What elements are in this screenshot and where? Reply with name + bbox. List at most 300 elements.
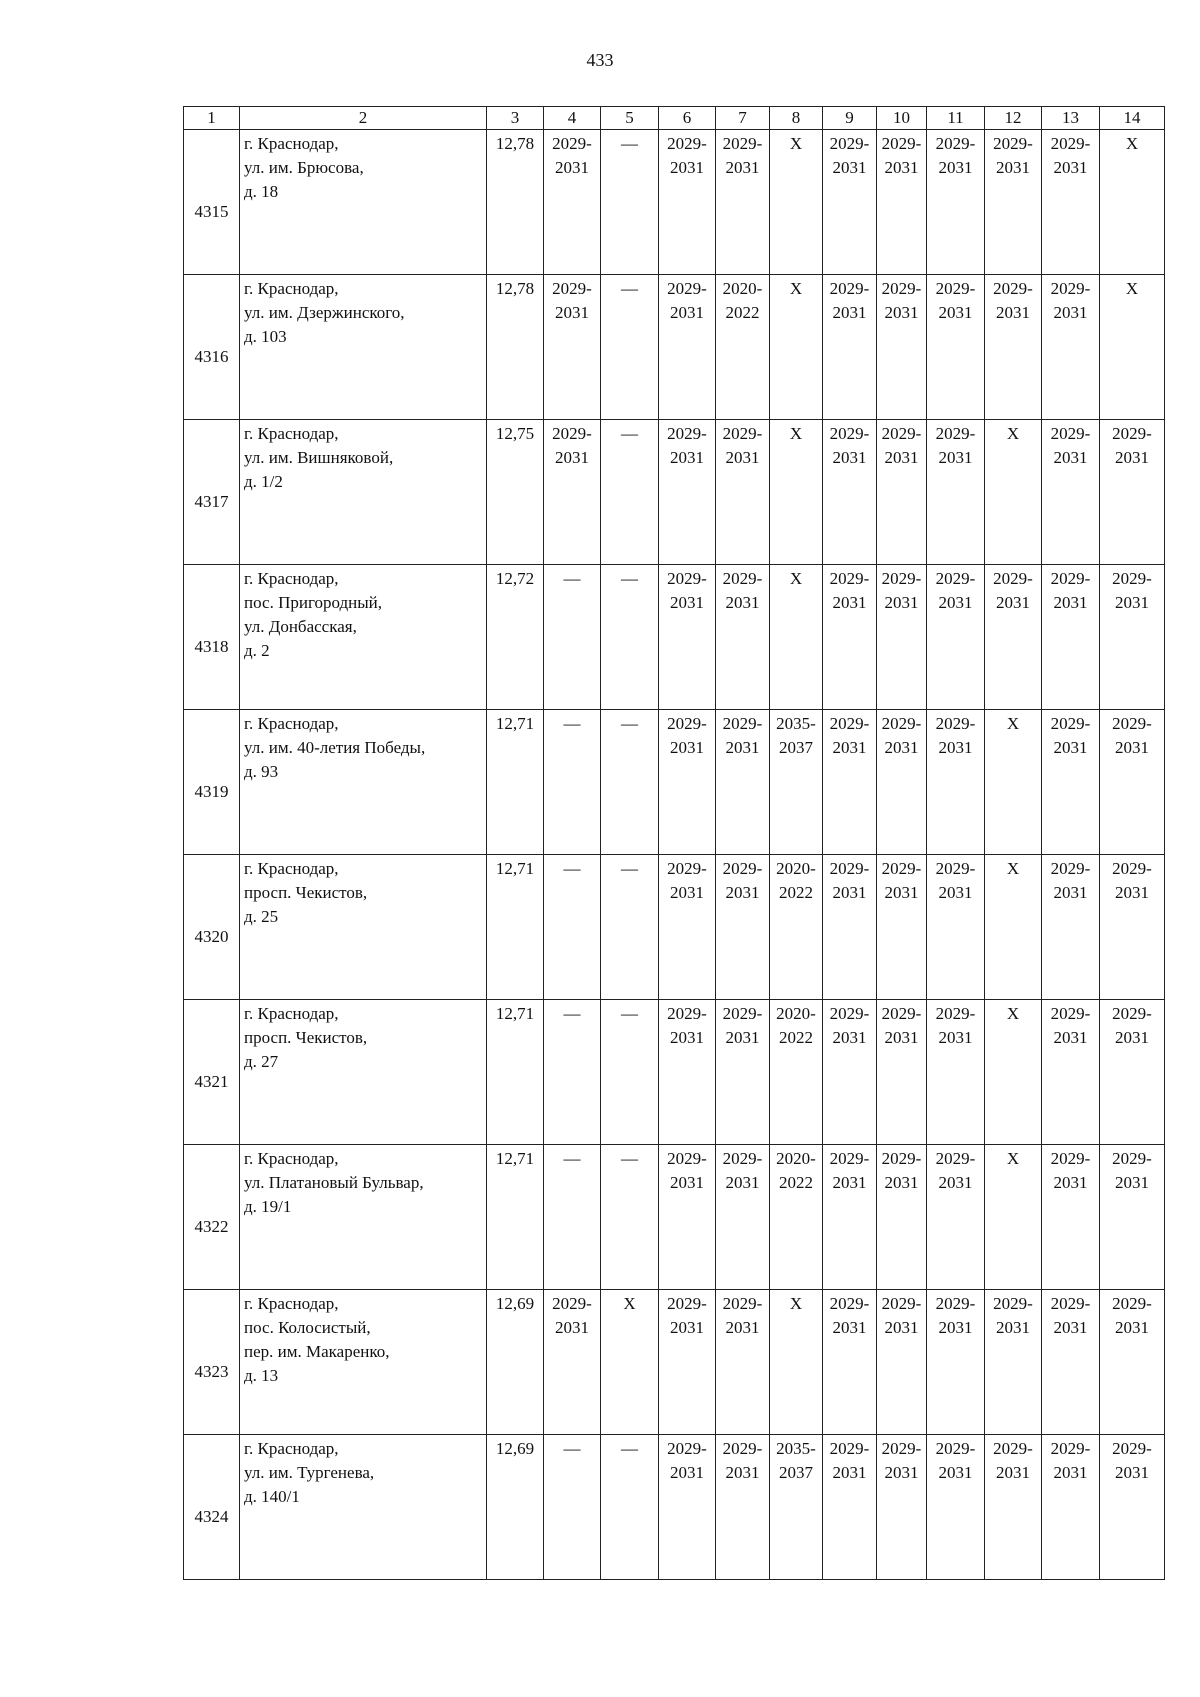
address-line: г. Краснодар,: [244, 424, 339, 443]
value-line: 2029-: [935, 424, 976, 443]
value-cell: [985, 130, 1042, 275]
value-line: 2029-: [722, 1004, 763, 1023]
value-line: 2029-: [1050, 424, 1091, 443]
value-cell: [1100, 130, 1165, 275]
row-number: 4322: [184, 1145, 240, 1290]
value-line: 2029-: [829, 279, 870, 298]
value-line: 2029-: [722, 1294, 763, 1313]
table-row: [184, 1435, 1165, 1580]
value-cell: [544, 130, 601, 275]
value-line: 2022: [779, 883, 813, 902]
value-cell: [1042, 1145, 1100, 1290]
value-cell: [1042, 565, 1100, 710]
value-line: 2031: [938, 1318, 973, 1337]
value-line: 2029-: [722, 134, 763, 153]
value-line: 2029-: [829, 1439, 870, 1458]
value-line: 2031: [1115, 738, 1149, 757]
value-line: 2031: [725, 1318, 760, 1337]
value-line: 2029-: [1050, 569, 1091, 588]
value-line: —: [621, 714, 638, 733]
value-line: 2037: [779, 738, 813, 757]
value-line: —: [621, 859, 638, 878]
value-line: 2031: [832, 303, 867, 322]
value-cell: [659, 130, 716, 275]
value-line: 2029-: [722, 714, 763, 733]
value-cell: [985, 855, 1042, 1000]
value-cell: [770, 130, 823, 275]
value-line: 2029-: [722, 859, 763, 878]
value-line: 2029-: [1050, 1149, 1091, 1168]
value-line: 2031: [1053, 1028, 1088, 1047]
value-line: X: [1006, 714, 1020, 733]
value-cell: [1042, 420, 1100, 565]
value-line: 2031: [884, 1173, 919, 1192]
value-cell: [877, 130, 927, 275]
value-line: 2029-: [935, 1294, 976, 1313]
table-row: [184, 1000, 1165, 1145]
value-line: 2029-: [829, 859, 870, 878]
address-cell: [240, 1435, 487, 1580]
table-row: [184, 855, 1165, 1000]
value-cell: [1100, 710, 1165, 855]
value-cell: [544, 1435, 601, 1580]
value-line: 2029-: [935, 1004, 976, 1023]
value-cell: [927, 1435, 985, 1580]
value-cell: [985, 1435, 1042, 1580]
page-number: 433: [586, 50, 614, 70]
value-cell: [770, 420, 823, 565]
value-line: X: [1006, 1149, 1020, 1168]
address-line: г. Краснодар,: [244, 1004, 339, 1023]
value-line: 2031: [938, 1028, 973, 1047]
value-line: 2029-: [993, 1294, 1033, 1313]
value-line: 2035-: [776, 714, 816, 733]
address-line: ул. Донбасская,: [244, 617, 357, 636]
column-header: 12: [985, 107, 1042, 130]
value-cell: [823, 130, 877, 275]
value-line: 2029-: [1112, 714, 1152, 733]
value-cell: [1100, 420, 1165, 565]
value-cell: [770, 1145, 823, 1290]
value-cell: [544, 565, 601, 710]
table-body: [184, 130, 1165, 1580]
value-line: 2031: [1053, 738, 1088, 757]
value-line: 2031: [555, 448, 589, 467]
value-line: 2029-: [935, 134, 976, 153]
address-line: г. Краснодар,: [244, 134, 339, 153]
row-number: 4321: [184, 1000, 240, 1145]
column-header: 11: [927, 107, 985, 130]
value-cell: [659, 275, 716, 420]
value-line: 2031: [938, 883, 973, 902]
value-line: 2031: [832, 738, 867, 757]
value-line: 2029-: [993, 134, 1033, 153]
value-line: 2031: [1053, 883, 1088, 902]
value-line: —: [621, 1149, 638, 1168]
address-cell: [240, 130, 487, 275]
value-cell: [601, 1000, 659, 1145]
address-line: д. 27: [244, 1052, 279, 1071]
column-header: 3: [487, 107, 544, 130]
address-line: д. 2: [244, 641, 270, 660]
value-cell: [877, 420, 927, 565]
value-line: 2031: [670, 1028, 704, 1047]
value-line: 2031: [670, 738, 704, 757]
value-cell: [544, 420, 601, 565]
table-row: [184, 710, 1165, 855]
table-row: [184, 130, 1165, 275]
value-line: 2029-: [1050, 714, 1091, 733]
value-line: 2029-: [1050, 279, 1091, 298]
address-line: д. 93: [244, 762, 279, 781]
value-line: 2029-: [881, 1439, 922, 1458]
value-line: 2031: [832, 1028, 867, 1047]
address-cell: [240, 855, 487, 1000]
value-line: 2031: [1053, 448, 1088, 467]
value-line: 2031: [670, 593, 704, 612]
value-line: 2029-: [667, 424, 707, 443]
value-line: 2029-: [829, 569, 870, 588]
value-line: 2029-: [829, 1149, 870, 1168]
address-line: просп. Чекистов,: [244, 1028, 368, 1047]
address-line: д. 140/1: [244, 1487, 300, 1506]
value-line: X: [1006, 424, 1020, 443]
value-line: 2029-: [1050, 134, 1091, 153]
value-cell: [659, 1145, 716, 1290]
value-cell: [544, 275, 601, 420]
value-line: 2031: [670, 158, 704, 177]
value-line: 2031: [996, 593, 1030, 612]
value-line: 2031: [832, 448, 867, 467]
value-line: 2029-: [881, 134, 922, 153]
value-cell: [877, 1435, 927, 1580]
column-header: 6: [659, 107, 716, 130]
value-cell: [1042, 1435, 1100, 1580]
value-line: 2031: [938, 738, 973, 757]
value-cell: [601, 420, 659, 565]
value-line: X: [789, 424, 803, 443]
value-line: 2029-: [829, 424, 870, 443]
value-line: 2035-: [776, 1439, 816, 1458]
value-line: 2031: [555, 158, 589, 177]
value-line: 2031: [884, 738, 919, 757]
value-line: 2029-: [667, 569, 707, 588]
value-line: 2031: [938, 1463, 973, 1482]
address-line: ул. им. 40-летия Победы,: [244, 738, 426, 757]
address-line: г. Краснодар,: [244, 1294, 339, 1313]
value-line: 2029-: [881, 569, 922, 588]
value-line: 2029-: [667, 1439, 707, 1458]
value-line: 2031: [884, 1028, 919, 1047]
value-line: 2029-: [993, 1439, 1033, 1458]
value-line: —: [563, 859, 581, 878]
value-line: 2031: [1053, 303, 1088, 322]
value-cell: [601, 565, 659, 710]
value-cell: [659, 565, 716, 710]
value-line: 2029-: [935, 569, 976, 588]
value-line: 2029-: [667, 1004, 707, 1023]
value-cell: [985, 1145, 1042, 1290]
value-cell: [877, 710, 927, 855]
address-line: д. 1/2: [244, 472, 283, 491]
value-cell: [1042, 1000, 1100, 1145]
column-header: 13: [1042, 107, 1100, 130]
value-line: 2031: [832, 883, 867, 902]
value-line: —: [621, 569, 638, 588]
value-cell: [985, 565, 1042, 710]
value-line: 2029-: [722, 569, 763, 588]
value-line: 2029-: [552, 1294, 592, 1313]
value-line: 2031: [1115, 1173, 1149, 1192]
value-cell: [927, 1145, 985, 1290]
value-line: 2029-: [935, 1439, 976, 1458]
address-cell: [240, 565, 487, 710]
value-line: 2029-: [667, 134, 707, 153]
value-line: —: [621, 134, 638, 153]
address-line: ул. Платановый Бульвар,: [244, 1173, 424, 1192]
value-cell: [823, 1145, 877, 1290]
value-cell: [823, 565, 877, 710]
value-line: —: [563, 714, 581, 733]
area-cell: 12,72: [487, 565, 544, 710]
value-line: 2029-: [1050, 859, 1091, 878]
column-header: 9: [823, 107, 877, 130]
value-line: 2029-: [1112, 1439, 1152, 1458]
value-line: 2029-: [1112, 859, 1152, 878]
value-cell: [1100, 855, 1165, 1000]
address-cell: [240, 1000, 487, 1145]
value-line: 2029-: [829, 1294, 870, 1313]
value-line: 2029-: [881, 279, 922, 298]
value-line: 2031: [725, 1173, 760, 1192]
table-row: [184, 275, 1165, 420]
value-line: 2031: [1053, 1463, 1088, 1482]
value-line: 2031: [1053, 158, 1088, 177]
value-cell: [877, 855, 927, 1000]
value-line: 2029-: [722, 424, 763, 443]
value-line: 2020-: [722, 279, 763, 298]
value-line: X: [1125, 279, 1139, 298]
value-cell: [601, 855, 659, 1000]
table-header: [184, 107, 1165, 130]
value-line: 2029-: [881, 1004, 922, 1023]
value-line: 2031: [1053, 593, 1088, 612]
value-line: 2029-: [935, 1149, 976, 1168]
column-header: 5: [601, 107, 659, 130]
value-line: —: [621, 1439, 638, 1458]
value-line: 2031: [996, 1463, 1030, 1482]
value-cell: [770, 1290, 823, 1435]
value-line: —: [621, 279, 638, 298]
value-cell: [544, 1145, 601, 1290]
value-cell: [927, 855, 985, 1000]
value-line: X: [789, 569, 803, 588]
address-line: ул. им. Дзержинского,: [244, 303, 405, 322]
value-line: 2037: [779, 1463, 813, 1482]
value-cell: [601, 1145, 659, 1290]
row-number: 4319: [184, 710, 240, 855]
value-cell: [1100, 1290, 1165, 1435]
row-number: 4323: [184, 1290, 240, 1435]
value-cell: [659, 1290, 716, 1435]
value-line: 2031: [884, 1463, 919, 1482]
address-line: просп. Чекистов,: [244, 883, 368, 902]
value-line: 2031: [1115, 1318, 1149, 1337]
value-line: X: [1006, 859, 1020, 878]
value-line: 2031: [996, 158, 1030, 177]
value-cell: [1042, 275, 1100, 420]
value-line: —: [563, 1439, 581, 1458]
value-cell: [659, 1000, 716, 1145]
value-cell: [544, 1000, 601, 1145]
area-cell: 12,69: [487, 1435, 544, 1580]
value-line: 2031: [832, 1318, 867, 1337]
address-cell: [240, 1145, 487, 1290]
address-line: пер. им. Макаренко,: [244, 1342, 390, 1361]
value-cell: [985, 710, 1042, 855]
value-line: 2029-: [667, 279, 707, 298]
value-cell: [877, 1145, 927, 1290]
area-cell: 12,71: [487, 1000, 544, 1145]
value-line: 2029-: [881, 424, 922, 443]
address-line: д. 103: [244, 327, 287, 346]
value-line: 2022: [725, 303, 760, 322]
value-cell: [985, 1000, 1042, 1145]
row-number: 4317: [184, 420, 240, 565]
value-cell: [659, 855, 716, 1000]
value-line: —: [563, 1004, 581, 1023]
value-line: 2031: [938, 448, 973, 467]
address-line: д. 25: [244, 907, 279, 926]
value-cell: [601, 130, 659, 275]
address-line: г. Краснодар,: [244, 714, 339, 733]
area-cell: 12,71: [487, 855, 544, 1000]
value-cell: [716, 1290, 770, 1435]
value-cell: [877, 1290, 927, 1435]
value-line: 2031: [938, 1173, 973, 1192]
value-line: 2029-: [829, 134, 870, 153]
value-cell: [659, 420, 716, 565]
address-cell: [240, 1290, 487, 1435]
value-line: X: [1125, 134, 1139, 153]
value-cell: [601, 710, 659, 855]
value-cell: [1100, 1435, 1165, 1580]
value-line: 2031: [670, 883, 704, 902]
value-line: 2031: [725, 158, 760, 177]
column-header: 8: [770, 107, 823, 130]
value-line: 2020-: [776, 1149, 816, 1168]
value-line: 2031: [725, 738, 760, 757]
value-cell: [823, 420, 877, 565]
value-cell: [823, 275, 877, 420]
row-number: 4316: [184, 275, 240, 420]
value-line: 2031: [938, 303, 973, 322]
value-line: 2029-: [552, 279, 592, 298]
value-line: 2031: [1115, 1028, 1149, 1047]
value-line: 2029-: [1112, 1149, 1152, 1168]
address-line: ул. им. Вишняковой,: [244, 448, 394, 467]
value-line: 2029-: [1050, 1004, 1091, 1023]
value-cell: [927, 710, 985, 855]
value-line: 2031: [884, 593, 919, 612]
value-line: 2031: [1115, 593, 1149, 612]
value-cell: [877, 565, 927, 710]
address-line: г. Краснодар,: [244, 1149, 339, 1168]
column-header: 2: [240, 107, 487, 130]
value-line: 2029-: [667, 1294, 707, 1313]
value-line: 2029-: [552, 134, 592, 153]
value-line: 2029-: [1112, 1004, 1152, 1023]
value-line: 2031: [1115, 448, 1149, 467]
value-cell: [927, 565, 985, 710]
value-cell: [716, 565, 770, 710]
value-line: 2029-: [881, 1149, 922, 1168]
value-line: 2031: [1053, 1173, 1088, 1192]
value-cell: [770, 565, 823, 710]
value-cell: [716, 855, 770, 1000]
row-number: 4320: [184, 855, 240, 1000]
address-line: пос. Пригородный,: [244, 593, 383, 612]
value-cell: [823, 1000, 877, 1145]
address-line: г. Краснодар,: [244, 279, 339, 298]
value-cell: [601, 1435, 659, 1580]
address-cell: [240, 420, 487, 565]
value-cell: [770, 1000, 823, 1145]
address-line: д. 18: [244, 182, 279, 201]
table-row: [184, 565, 1165, 710]
value-line: 2029-: [881, 714, 922, 733]
value-line: 2029-: [881, 859, 922, 878]
value-line: 2031: [555, 303, 589, 322]
value-line: 2031: [1115, 883, 1149, 902]
value-cell: [601, 275, 659, 420]
value-cell: [544, 855, 601, 1000]
column-header: 4: [544, 107, 601, 130]
value-cell: [770, 275, 823, 420]
value-cell: [823, 710, 877, 855]
value-line: 2031: [670, 1318, 704, 1337]
value-line: 2031: [884, 303, 919, 322]
address-line: д. 19/1: [244, 1197, 292, 1216]
value-line: 2029-: [667, 714, 707, 733]
value-cell: [927, 1290, 985, 1435]
value-cell: [877, 1000, 927, 1145]
address-line: г. Краснодар,: [244, 569, 339, 588]
area-cell: 12,69: [487, 1290, 544, 1435]
value-line: 2031: [725, 448, 760, 467]
value-cell: [544, 1290, 601, 1435]
value-cell: [1042, 1290, 1100, 1435]
value-line: —: [621, 1004, 638, 1023]
value-cell: [770, 1435, 823, 1580]
value-cell: [985, 275, 1042, 420]
value-line: 2029-: [935, 279, 976, 298]
value-cell: [601, 1290, 659, 1435]
value-cell: [716, 1145, 770, 1290]
value-line: 2029-: [993, 279, 1033, 298]
value-line: 2029-: [881, 1294, 922, 1313]
value-line: 2029-: [722, 1439, 763, 1458]
value-line: 2029-: [1112, 569, 1152, 588]
value-line: 2031: [832, 1463, 867, 1482]
value-line: 2031: [832, 593, 867, 612]
value-line: X: [623, 1294, 636, 1313]
address-line: ул. им. Брюсова,: [244, 158, 364, 177]
value-cell: [927, 130, 985, 275]
value-line: 2031: [555, 1318, 589, 1337]
value-cell: [716, 1435, 770, 1580]
value-line: 2020-: [776, 1004, 816, 1023]
